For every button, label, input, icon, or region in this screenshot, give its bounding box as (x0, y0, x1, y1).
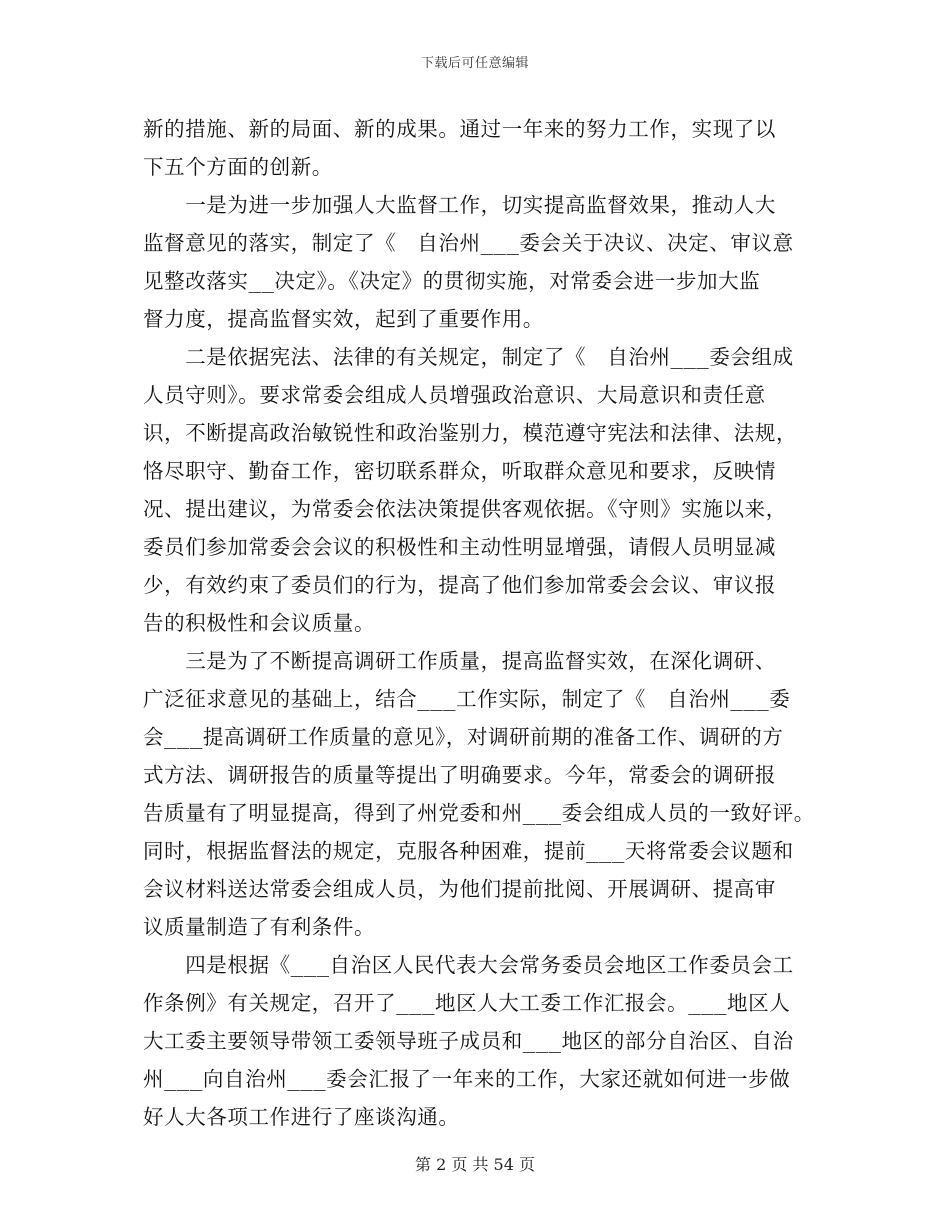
page-header: 下载后可任意编辑 (420, 56, 529, 71)
text-line: 大工委主要领导带领工委领导班子成员和___地区的部分自治区、自治 (143, 1029, 794, 1053)
text-line: 识，不断提高政治敏锐性和政治鉴别力，模范遵守宪法和法律、法规， (143, 421, 798, 445)
text-line: 人员守则》。要求常委会组成人员增强政治意识、大局意识和责任意 (143, 383, 766, 407)
text-line: 同时，根据监督法的规定，克服各种困难，提前___天将常委会议题和 (143, 839, 794, 863)
page-number-footer: 第 2 页 共 54 页 (415, 1155, 535, 1174)
text-line: 督力度，提高监督实效，起到了重要作用。 (143, 307, 544, 331)
text-line: 见整改落实__决定》。《决定》的贯彻实施，对常委会进一步加大监 (143, 269, 761, 293)
text-line: 会___提高调研工作质量的意见》，对调研前期的准备工作、调研的方 (143, 725, 784, 749)
text-line: 监督意见的落实，制定了《 自治州___委会关于决议、决定、审议意 (143, 231, 794, 255)
text-line: 三是为了不断提高调研工作质量，提高监督实效，在深化调研、 (143, 649, 776, 673)
text-line: 式方法、调研报告的质量等提出了明确要求。今年，常委会的调研报 (143, 763, 776, 787)
document-body (143, 110, 833, 1136)
text-line: 新的措施、新的局面、新的成果。通过一年来的努力工作，实现了以 (143, 117, 776, 141)
text-line: 告的积极性和会议质量。 (143, 611, 376, 635)
text-line: 二是依据宪法、法律的有关规定，制定了《 自治州___委会组成 (143, 345, 794, 369)
text-line: 一是为进一步加强人大监督工作，切实提高监督效果，推动人大 (143, 193, 776, 217)
text-line: 少，有效约束了委员们的行为，提高了他们参加常委会会议、审议报 (143, 573, 776, 597)
text-line: 告质量有了明显提高，得到了州党委和州___委会组成人员的一致好评。 (143, 801, 815, 825)
text-line: 作条例》有关规定，召开了___地区人大工委工作汇报会。___地区人 (143, 991, 791, 1015)
text-line: 州___向自治州___委会汇报了一年来的工作，大家还就如何进一步做 (143, 1067, 791, 1091)
text-line: 会议材料送达常委会组成人员，为他们提前批阅、开展调研、提高审 (143, 877, 776, 901)
text-line: 好人大各项工作进行了座谈沟通。 (143, 1105, 460, 1129)
text-line: 委员们参加常委会会议的积极性和主动性明显增强，请假人员明显减 (143, 535, 776, 559)
text-line: 广泛征求意见的基础上，结合___工作实际，制定了《 自治州___委 (143, 687, 791, 711)
text-line: 议质量制造了有利条件。 (143, 915, 376, 939)
text-line: 下五个方面的创新。 (143, 155, 333, 179)
text-line: 恪尽职守、勤奋工作，密切联系群众，听取群众意见和要求，反映情 (143, 459, 776, 483)
text-line: 四是根据《___自治区人民代表大会常务委员会地区工作委员会工 (143, 953, 794, 977)
text-line: 况、提出建议，为常委会依法决策提供客观依据。《守则》实施以来， (143, 497, 787, 521)
